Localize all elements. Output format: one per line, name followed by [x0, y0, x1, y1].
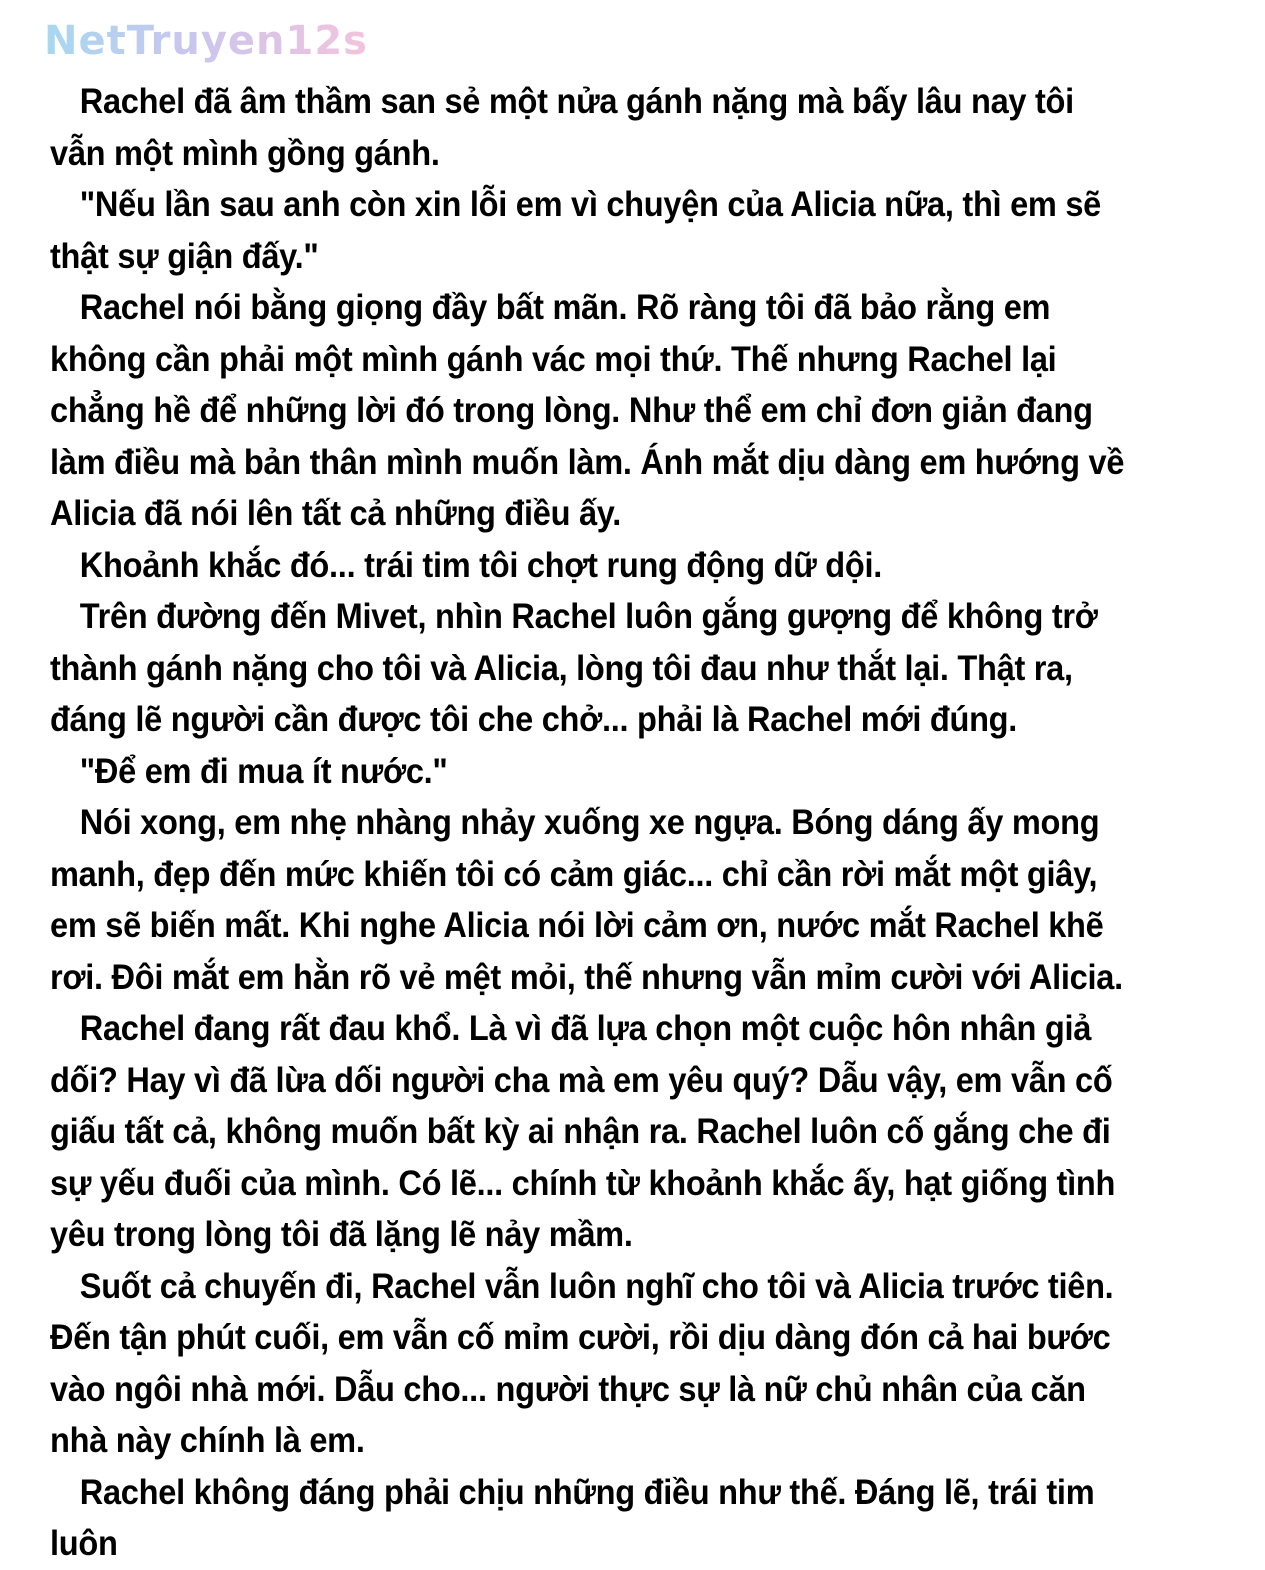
paragraph: Nói xong, em nhẹ nhàng nhảy xuống xe ngựa. Bóng dáng ấy mong manh, đẹp đến mức khiến tôi có cảm giác... chỉ cần rời mắt một giây, em sẽ biến mất. Khi nghe Alicia nói lời cảm ơn, nước mắt Rachel khẽ rơi. Đôi mắt em hằn rõ vẻ mệt mỏi, thế nhưng vẫn mỉm cười với Alicia. — [50, 803, 1123, 997]
site-watermark: NetTruyen12s — [44, 18, 368, 64]
paragraph: Trên đường đến Mivet, nhìn Rachel luôn gắng gượng để không trở thành gánh nặng cho tôi và Alicia, lòng tôi đau như thắt lại. Thật ra, đáng lẽ người cần được tôi che chở... phải là Rachel mới đúng. — [50, 597, 1098, 739]
paragraph: "Để em đi mua ít nước." — [79, 751, 448, 791]
paragraph: Khoảnh khắc đó... trái tim tôi chợt rung động dữ dội. — [79, 545, 883, 585]
paragraph: Rachel nói bằng giọng đầy bất mãn. Rõ ràng tôi đã bảo rằng em không cần phải một mình gánh vác mọi thứ. Thế nhưng Rachel lại chẳng hề để những lời đó trong lòng. Như thể em chỉ đơn giản đang làm điều mà bản thân mình muốn làm. Ánh mắt dịu dàng em hướng về Alicia đã nói lên tất cả những điều ấy. — [50, 288, 1125, 533]
paragraph: "Nếu lần sau anh còn xin lỗi em vì chuyện của Alicia nữa, thì em sẽ thật sự giận đấy." — [50, 185, 1101, 276]
paragraph: Rachel đã âm thầm san sẻ một nửa gánh nặng mà bấy lâu nay tôi vẫn một mình gồng gánh. — [50, 82, 1074, 173]
paragraph: Rachel không đáng phải chịu những điều như thế. Đáng lẽ, trái tim luôn — [50, 1472, 1095, 1563]
paragraph: Rachel đang rất đau khổ. Là vì đã lựa chọn một cuộc hôn nhân giả dối? Hay vì đã lừa dối người cha mà em yêu quý? Dẫu vậy, em vẫn cố giấu tất cả, không muốn bất kỳ ai nhận ra. Rachel luôn cố gắng che đi sự yếu đuối của mình. Có lẽ... chính từ khoảnh khắc ấy, hạt giống tình yêu trong lòng tôi đã lặng lẽ nảy mầm. — [50, 1009, 1116, 1254]
story-text — [50, 76, 1129, 1570]
paragraph: Suốt cả chuyến đi, Rachel vẫn luôn nghĩ cho tôi và Alicia trước tiên. Đến tận phút cuối, em vẫn cố mỉm cười, rồi dịu dàng đón cả hai bước vào ngôi nhà mới. Dẫu cho... người thực sự là nữ chủ nhân của căn nhà này chính là em. — [50, 1266, 1114, 1460]
